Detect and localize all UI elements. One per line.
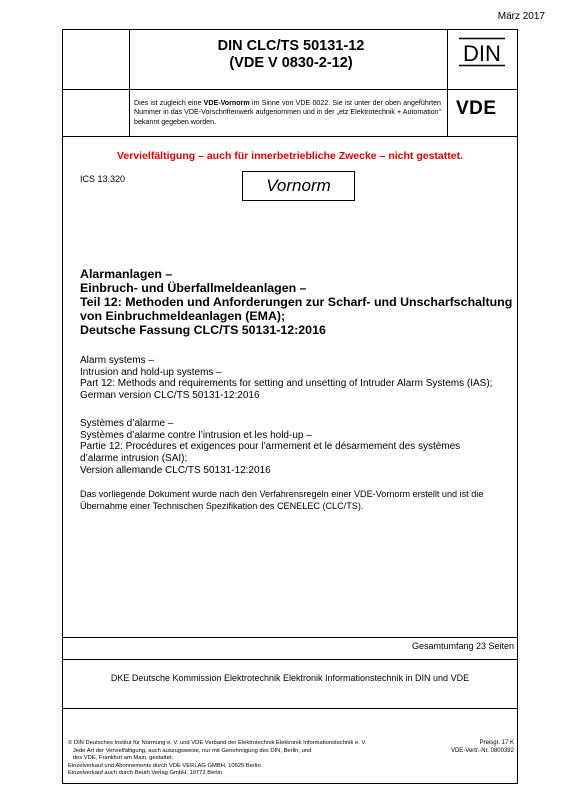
title-french bbox=[80, 418, 520, 477]
divider-footer bbox=[63, 708, 517, 709]
vde-note bbox=[134, 99, 441, 127]
title-de-line: Alarmanlagen – bbox=[80, 267, 173, 281]
footer-line: Einzelverkauf auch durch Beuth Verlag GmbH, 10772 Berlin bbox=[68, 770, 223, 777]
divider-note bbox=[63, 136, 517, 137]
divider-dke bbox=[63, 659, 517, 660]
din-logo-text: DIN bbox=[463, 41, 501, 66]
divider-total bbox=[63, 637, 517, 638]
title-en-line: Part 12: Methods and requirements for setting and unsetting of Intruder Alarm Systems (IAS); bbox=[80, 378, 493, 390]
ics-code: ICS 13.320 bbox=[80, 174, 126, 184]
title-de-line: Deutsche Fassung CLC/TS 50131-12:2016 bbox=[80, 323, 326, 338]
footer-line: Jede Art der Vervielfältigung, auch auszugsweise, nur mit Genehmigung des DIN, Berlin, und bbox=[68, 747, 312, 754]
publication-date: März 2017 bbox=[497, 11, 545, 22]
divider-header bbox=[63, 89, 517, 90]
price-info bbox=[451, 740, 514, 756]
standard-number: DIN CLC/TS 50131-12 bbox=[217, 38, 365, 54]
vde-distribution-number: VDE-Vertr.-Nr. 0800392 bbox=[450, 747, 514, 754]
title-fr-line: Partie 12: Procédures et exigences pour l’armement et le désarmement des systèmes bbox=[80, 441, 461, 453]
title-de-line: von Einbruchmeldeanlagen (EMA); bbox=[80, 309, 286, 324]
price-group: Preisgr. 17 K bbox=[479, 740, 514, 746]
copy-warning: Vervielfältigung – auch für innerbetriebliche Zwecke – nicht gestattet. bbox=[116, 150, 463, 162]
title-fr-line: Systèmes d’alarme – bbox=[80, 418, 174, 429]
title-de-line: Teil 12: Methoden und Anforderungen zur Scharf- und Unscharfschaltung bbox=[80, 295, 513, 310]
title-en-line: Alarm systems – bbox=[80, 355, 154, 366]
title-english bbox=[80, 355, 520, 402]
vde-number: (VDE V 0830-2-12) bbox=[229, 55, 353, 71]
cover-frame bbox=[62, 29, 518, 784]
vde-logo: VDE bbox=[456, 98, 497, 119]
document-description: Das vorliegende Dokument wurde nach den Verfahrensregeln einer VDE-Vornorm erstellt und ist die Übernahme einer Technischen Spezifikation des CENELEC (CLC/TS). bbox=[80, 489, 484, 511]
title-fr-line: Systèmes d’alarme contre l’intrusion et les hold-up – bbox=[80, 429, 312, 441]
din-logo bbox=[458, 37, 506, 67]
document-type: Vornorm bbox=[266, 176, 331, 195]
vde-note-post: im Sinne von VDE 0022. Sie ist unter der oben angeführten Nummer in das VDE-Vorschriftenwerk aufgenommen und in der „etz Elektrotechnik + Automation“ bekannt gegeben worden. bbox=[134, 99, 442, 126]
title-fr-line: Version allemande CLC/TS 50131-12:2016 bbox=[80, 464, 271, 476]
total-pages: Gesamtumfang 23 Seiten bbox=[411, 641, 514, 651]
copyright-footer bbox=[68, 740, 428, 778]
footer-line: Einzelverkauf und Abonnements durch VDE VERLAG GMBH, 10625 Berlin bbox=[68, 762, 261, 769]
vde-note-pre: Dies ist zugleich eine bbox=[134, 99, 204, 107]
dke-commission: DKE Deutsche Kommission Elektrotechnik Elektronik Informationstechnik in DIN und VDE bbox=[110, 673, 470, 683]
title-german bbox=[80, 267, 520, 337]
vde-note-bold: VDE-Vornorm bbox=[203, 99, 250, 107]
title-en-line: German version CLC/TS 50131-12:2016 bbox=[80, 390, 260, 402]
footer-line: des VDE, Frankfurt am Main, gestattet. bbox=[68, 755, 174, 762]
title-fr-line: d’alarme intrusion (SAI); bbox=[80, 453, 188, 465]
document-type-box bbox=[242, 171, 355, 201]
title-de-line: Einbruch- und Überfallmeldeanlagen – bbox=[80, 281, 307, 296]
footer-line: © DIN Deutsches Institut für Normung e. V. und VDE Verband der Elektrotechnik Elektronik Informationstechnik e. V. bbox=[68, 740, 367, 746]
standard-number-block bbox=[128, 38, 454, 72]
title-en-line: Intrusion and hold-up systems – bbox=[80, 366, 222, 378]
